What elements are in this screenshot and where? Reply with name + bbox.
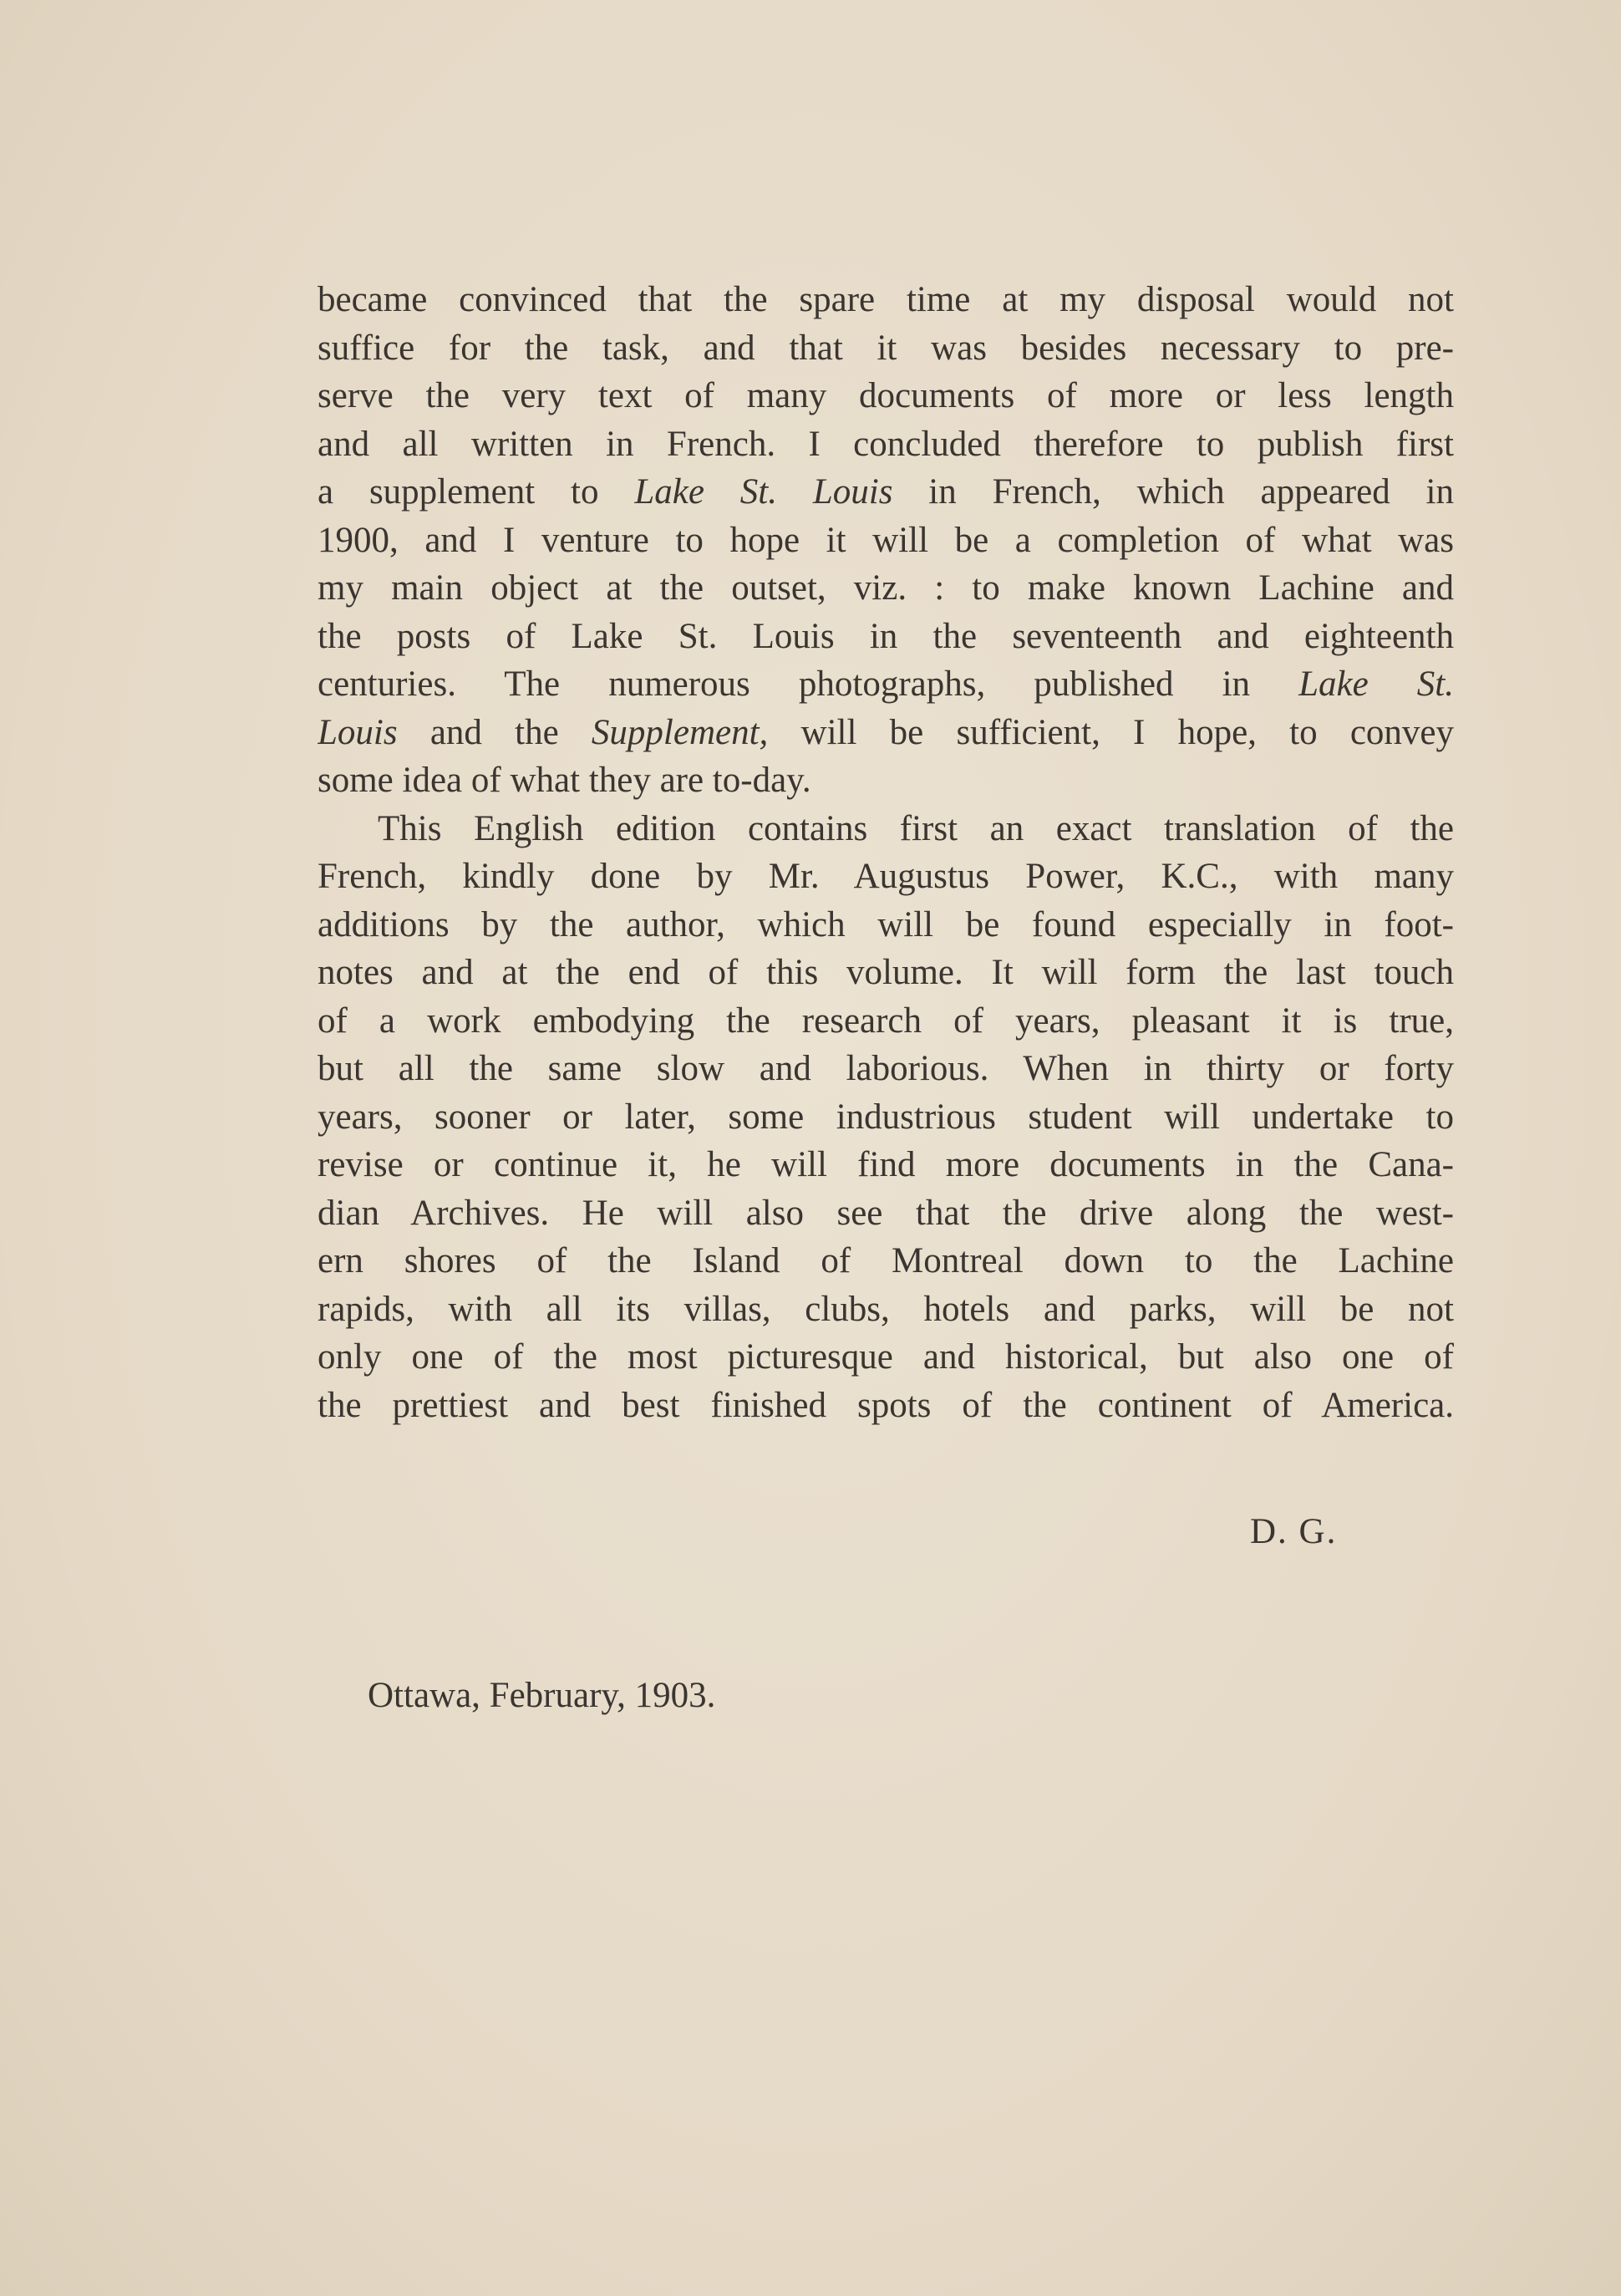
text-line	[318, 468, 1454, 517]
text-line: of a work embodying the research of years, pleasant it is true,	[318, 1000, 1454, 1041]
text-line: dian Archives. He will also see that the drive along the west-	[318, 1193, 1454, 1233]
italic-title: Supplement,	[591, 712, 769, 752]
italic-title: Lake St. Louis	[634, 472, 893, 512]
italic-title: Lake St.	[1298, 664, 1454, 704]
text-line: my main object at the outset, viz. : to make known Lachine and	[318, 568, 1454, 608]
text-line: years, sooner or later, some industrious student will undertake to	[318, 1097, 1454, 1137]
text-line: French, kindly done by Mr. Augustus Power, K.C., with many	[318, 857, 1454, 896]
paragraph-1	[318, 276, 1454, 805]
text-line: became convinced that the spare time at my disposal would not	[318, 280, 1454, 319]
dateline: Ottawa, February, 1903.	[368, 1676, 716, 1715]
text-run: in French, which appeared in	[892, 472, 1454, 512]
text-line: This English edition contains first an exact translation of the	[378, 808, 1454, 848]
text-line: revise or continue it, he will find more documents in the Cana-	[318, 1145, 1454, 1184]
italic-title: Louis	[318, 712, 398, 752]
text-run: will be sufficient, I hope, to convey	[768, 712, 1454, 752]
text-run: centuries. The numerous photographs, published in	[318, 664, 1299, 704]
text-line: but all the same slow and laborious. When in thirty or forty	[318, 1049, 1454, 1088]
paragraph-2	[318, 805, 1454, 1430]
text-line: 1900, and I venture to hope it will be a completion of what was	[318, 520, 1454, 560]
text-line: the posts of Lake St. Louis in the seventeenth and eighteenth	[318, 616, 1454, 656]
text-line: additions by the author, which will be found especially in foot-	[318, 904, 1454, 944]
text-line: suffice for the task, and that it was besides necessary to pre-	[318, 328, 1454, 368]
text-line: notes and at the end of this volume. It will form the last touch	[318, 953, 1454, 992]
text-line: some idea of what they are to-day.	[318, 761, 811, 800]
text-line: the prettiest and best finished spots of the continent of America.	[318, 1385, 1454, 1425]
text-line: rapids, with all its villas, clubs, hotels and parks, will be not	[318, 1289, 1454, 1329]
text-line: serve the very text of many documents of more or less length	[318, 376, 1454, 415]
text-line: ern shores of the Island of Montreal down to the Lachine	[318, 1241, 1454, 1280]
text-run: and the	[397, 712, 592, 752]
text-run: a supplement to	[318, 472, 635, 512]
text-line	[318, 660, 1454, 709]
text-line: and all written in French. I concluded therefore to publish first	[318, 424, 1454, 464]
signature-initials: D. G.	[1250, 1512, 1338, 1551]
text-line: only one of the most picturesque and historical, but also one of	[318, 1337, 1454, 1377]
text-line	[318, 709, 1454, 757]
body-text	[318, 276, 1454, 1429]
